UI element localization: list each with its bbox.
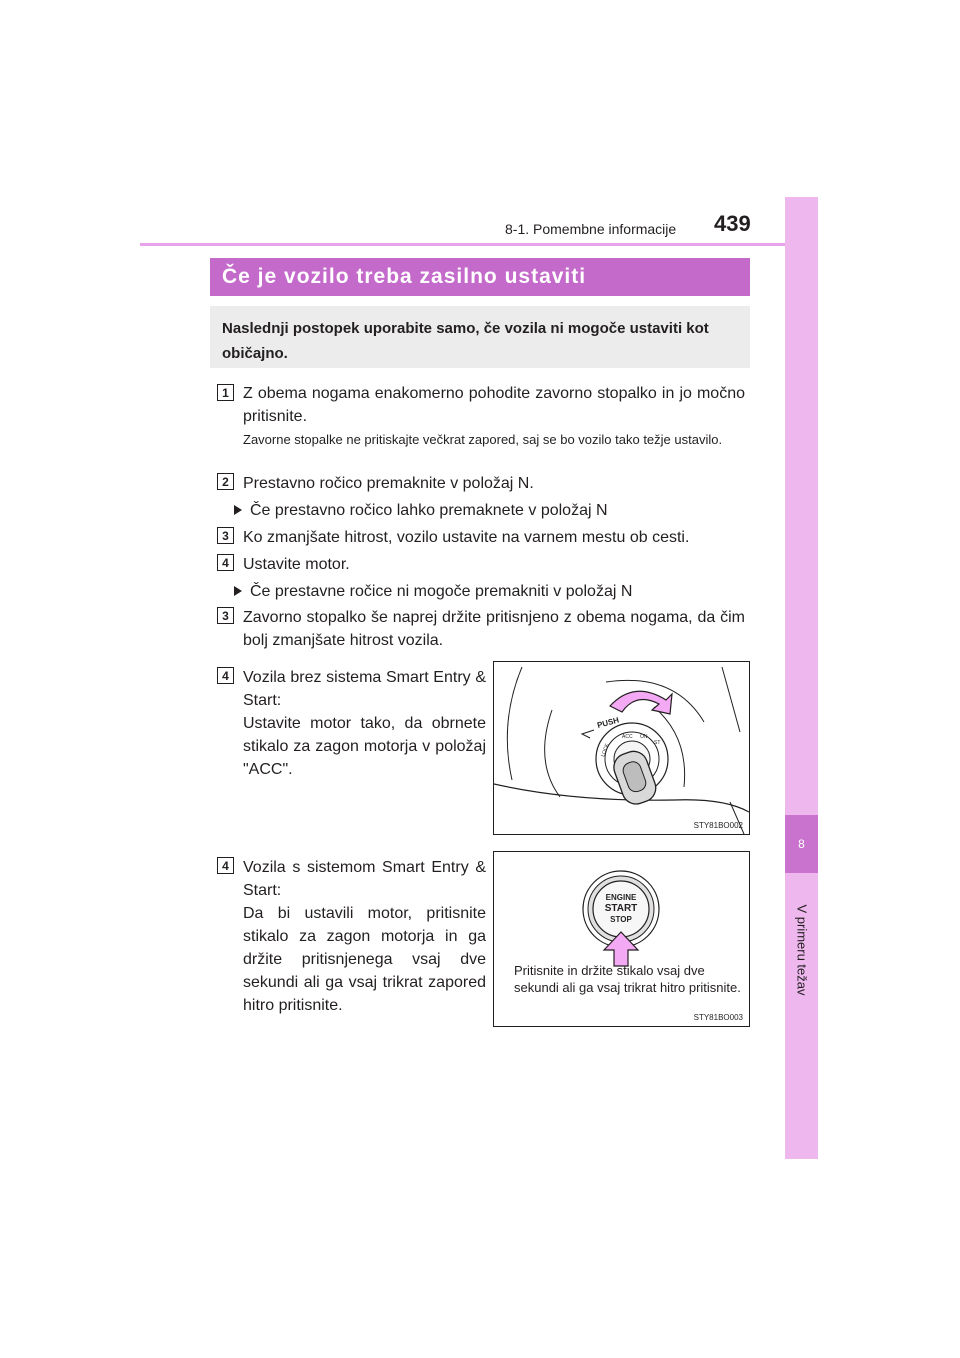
step-note: Zavorne stopalke ne pritiskajte večkrat zapored, saj se bo vozilo tako težje ustavilo. <box>243 432 723 447</box>
intro-box: Naslednji postopek uporabite samo, če vozila ni mogoče ustaviti kot običajno. <box>210 306 750 368</box>
page-number: 439 <box>714 211 751 236</box>
ignition-key-figure <box>493 661 750 835</box>
condition-bullet <box>234 499 754 522</box>
step-text: Ko zmanjšate hitrost, vozilo ustavite na varnem mestu ob cesti. <box>243 529 690 546</box>
figure-code: STY81BO002 <box>693 821 743 830</box>
step-text: Z obema nogama enakomerno pohodite zavorno stopalko in jo močno pritisnite. <box>243 385 745 425</box>
acc-label: ACC <box>622 734 633 740</box>
push-label: PUSH <box>596 715 620 730</box>
figure-code: STY81BO003 <box>693 1013 743 1022</box>
stop-label: STOP <box>610 915 632 924</box>
triangle-bullet-icon <box>234 505 242 515</box>
chapter-title: V primeru težav <box>794 904 809 996</box>
step-number: 2 <box>217 473 234 490</box>
condition-bullet <box>234 580 754 603</box>
chapter-title-tab <box>785 880 818 1020</box>
on-label: ON <box>640 734 648 740</box>
engine-start-button-figure <box>493 851 750 1027</box>
step-text: Ustavite motor. <box>243 556 350 573</box>
step-number: 1 <box>217 384 234 401</box>
engine-label: ENGINE <box>605 893 637 902</box>
step-text: Vozila s sistemom Smart Entry & Start: Da bi ustavili motor, pritisnite stikalo za zagon motorja in ga držite pritisnjenega vsaj dve sekundi ali ga vsaj trikrat zapored hitro pritisnite. <box>243 859 486 1014</box>
step-number: 4 <box>217 667 234 684</box>
step-number: 4 <box>217 554 234 571</box>
chapter-number-tab[interactable]: 8 <box>785 815 818 873</box>
header-section: 8-1. Pomembne informacije <box>505 221 677 237</box>
bullet-text: Če prestavno ročico lahko premaknete v položaj N <box>250 502 608 519</box>
step-number: 3 <box>217 607 234 624</box>
ignition-switch-illustration <box>494 662 749 834</box>
step-number: 4 <box>217 857 234 874</box>
start-label: START <box>604 903 638 914</box>
triangle-bullet-icon <box>234 586 242 596</box>
step-text: Zavorno stopalko še naprej držite pritisnjeno z obema nogama, da čim bolj zmanjšate hitrost vozila. <box>243 609 745 649</box>
lock-label: LOCK <box>600 742 611 758</box>
rotate-arrow-icon <box>610 691 672 714</box>
figure-caption: Pritisnite in držite stikalo vsaj dve sekundi ali ga vsaj trikrat hitro pritisnite. <box>514 963 741 995</box>
bullet-text: Če prestavne ročice ni mogoče premakniti v položaj N <box>250 583 633 600</box>
step-number: 3 <box>217 527 234 544</box>
step-text: Vozila brez sistema Smart Entry & Start: Ustavite motor tako, da obrnete stikalo za zagon motorja v položaj "ACC". <box>243 669 486 778</box>
step-text: Prestavno ročico premaknite v položaj N. <box>243 475 534 492</box>
start-label: ST <box>654 740 661 746</box>
engine-button-illustration <box>494 852 749 1026</box>
page-title: Če je vozilo treba zasilno ustaviti <box>210 258 750 296</box>
header-rule <box>140 243 818 246</box>
